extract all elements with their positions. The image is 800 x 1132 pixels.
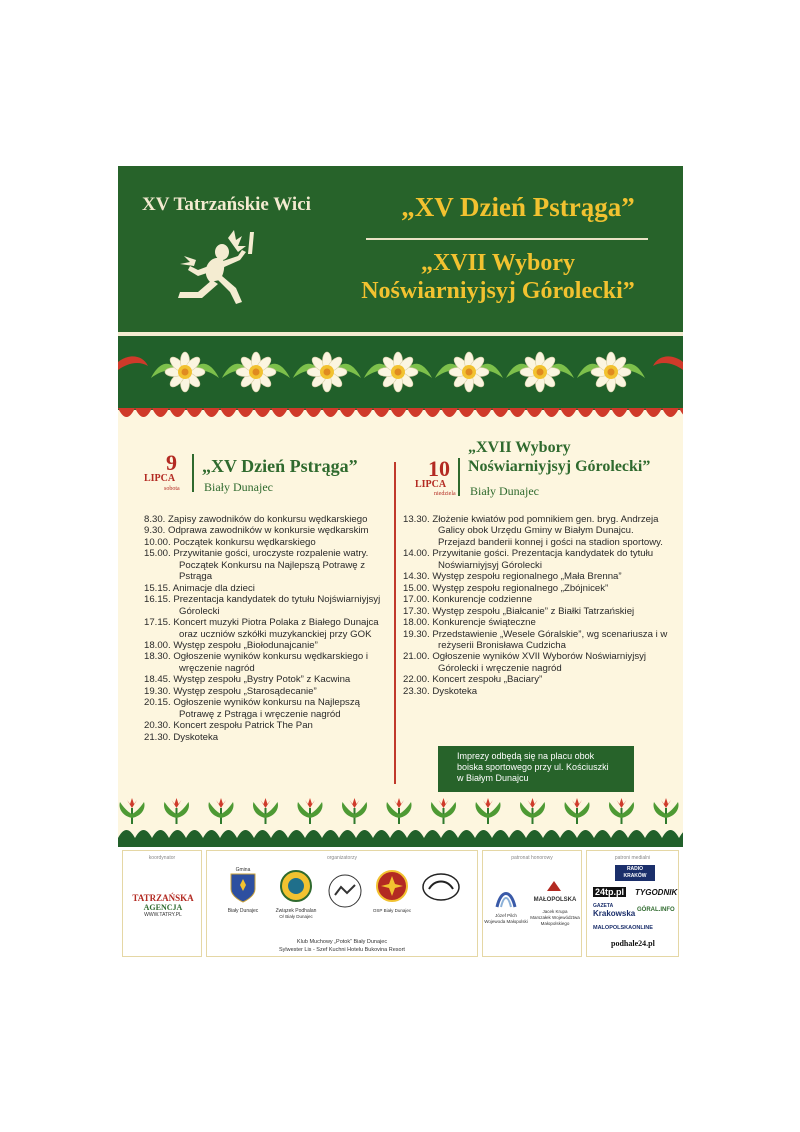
- zwiazek-podhalan-logo: [271, 869, 321, 919]
- day2-date: 10: [428, 456, 450, 481]
- tulip-icon: [253, 798, 278, 824]
- scallop-icon: [492, 408, 509, 417]
- scallop-icon: [152, 830, 169, 838]
- day2-schedule-item: 21.00. Ogłoszenie wyników XVII Wyborów Noświarniyjsyj Górolecki i wręczenie nagród: [403, 651, 647, 674]
- zp-line1: Związek Podhalan: [275, 908, 317, 914]
- scallop-icon: [475, 408, 492, 417]
- tulip-icon: [120, 798, 145, 824]
- scallop-icon: [645, 408, 662, 417]
- edelweiss-flower-icon: [364, 352, 432, 392]
- title-divider: [366, 238, 648, 240]
- scallop-icon: [373, 408, 390, 417]
- scallop-icon: [305, 408, 322, 417]
- scallop-icon: [543, 408, 560, 417]
- day2-place: Biały Dunajec: [470, 484, 539, 498]
- venue-info-box: [438, 746, 634, 792]
- day2-schedule-item: 15.00. Występ zespołu regionalnego „Zbójnicek”: [403, 582, 609, 594]
- tulip-icon: [209, 798, 234, 824]
- scallop-icon: [288, 408, 305, 417]
- gmina-top: Gmina: [235, 867, 251, 873]
- scallop-icon: [220, 408, 237, 417]
- radio-line1: RADIO: [626, 866, 644, 872]
- day2-schedule-item: 14.00. Przywitanie gości. Prezentacja kandydatek do tytułu Noświarniyjsyj Górolecki: [403, 548, 654, 571]
- scallop-icon: [543, 830, 560, 838]
- sponsor-organizers: [206, 850, 478, 957]
- scallop-icon: [118, 830, 135, 838]
- scallop-icon: [390, 408, 407, 417]
- scallop-icon: [186, 408, 203, 417]
- scallop-icon: [339, 408, 356, 417]
- day2-month: LIPCA: [415, 479, 447, 490]
- day1-schedule-item: 18.30. Ogłoszenie wyników konkursu wędkarskiego i wręczenie nagród: [144, 651, 368, 674]
- tulip-icon: [431, 798, 456, 824]
- gazeta-krakowska-logo: [593, 903, 635, 917]
- day1-schedule-item: 19.30. Występ zespołu „Starosądecanie”: [144, 685, 317, 697]
- scallop-icon: [322, 408, 339, 417]
- scallop-border-bottom: [118, 826, 683, 848]
- osp-logo: [367, 869, 417, 913]
- edelweiss-flower-icon: [577, 352, 645, 392]
- wojewoda-logo-icon: [493, 883, 519, 911]
- sponsor-media-patrons: [586, 850, 679, 957]
- scallop-icon: [373, 830, 390, 838]
- agency-logo-url: WWW.TATRY.PL: [144, 912, 182, 918]
- sponsors-strip: [118, 847, 683, 960]
- gmina-name: Biały Dunajec: [227, 908, 259, 914]
- scallop-icon: [322, 830, 339, 838]
- day2-schedule: [403, 514, 673, 697]
- scallop-icon: [645, 830, 662, 838]
- tulip-icon: [565, 798, 590, 824]
- day2-date-divider: [458, 458, 460, 496]
- scallop-icon: [526, 408, 543, 417]
- poster: [118, 166, 683, 960]
- day2-schedule-item: 23.30. Dyskoteka: [403, 685, 478, 697]
- scallop-icon: [390, 830, 407, 838]
- scallop-icon: [662, 830, 679, 838]
- scallop-icon: [441, 408, 458, 417]
- tulip-icon: [298, 798, 323, 824]
- day1-schedule-item: 18.00. Występ zespołu „Biołodunajcanie”: [144, 639, 318, 651]
- coordinator-caption: koordynator: [148, 855, 176, 861]
- column-divider: [394, 462, 396, 784]
- scallop-icon: [152, 408, 169, 417]
- day1-schedule-item: 10.00. Początek konkursu wędkarskiego: [144, 536, 316, 548]
- venue-info-line3: w Białym Dunajcu: [457, 773, 529, 783]
- scallop-icon: [356, 408, 373, 417]
- honorary-person2-line2: Marszałek Województwa: [530, 915, 580, 920]
- main-title: „XV Dzień Pstrąga”: [401, 192, 635, 222]
- tulip-icon: [609, 798, 634, 824]
- edelweiss-flower-icon: [506, 352, 574, 392]
- sub-title-line1: „XVII Wybory: [420, 250, 576, 276]
- tulip-icon: [520, 798, 545, 824]
- osp-emblem-icon: [375, 869, 409, 903]
- scallop-icon: [424, 830, 441, 838]
- scallop-icon: [628, 830, 645, 838]
- organizers-caption: organizatorzy: [326, 855, 357, 861]
- honorary-person1-line2: Wojewoda Małopolski: [484, 919, 528, 924]
- scallop-icon: [203, 830, 220, 838]
- scallop-icon: [560, 408, 577, 417]
- day2-schedule-item: 18.00. Konkurencje świąteczne: [403, 617, 536, 629]
- radio-krakow-logo: [615, 865, 655, 881]
- osp-name: OSP Biały Dunajec: [372, 908, 412, 913]
- scallop-icon: [458, 830, 475, 838]
- honorary-person2-line3: Małopolskiego: [540, 921, 570, 926]
- scallop-icon: [118, 408, 135, 417]
- tp24-logo: 24tp.pl: [595, 887, 625, 897]
- day2-schedule-item: 22.00. Koncert zespołu „Baciary”: [403, 674, 543, 686]
- scallop-icon: [288, 830, 305, 838]
- potok-club-logo-icon: [421, 871, 461, 903]
- scallop-icon: [679, 408, 683, 417]
- sub-title-line2: Noświarniyjsyj Górolecki”: [361, 278, 635, 304]
- podhale24-logo: podhale24.pl: [611, 939, 655, 948]
- zwiazek-podhalan-emblem-icon: [279, 869, 313, 903]
- organizers-footer-line1: Klub Muchowy „Potok” Biały Dunajec: [296, 939, 388, 945]
- day2-schedule-item: 19.30. Przedstawienie „Wesele Góralskie”, wg scenariusza i w reżyserii Bronisława Cudzicha: [403, 628, 668, 651]
- scallop-icon: [560, 830, 577, 838]
- day1-schedule-item: 8.30. Zapisy zawodników do konkursu wędkarskiego: [144, 514, 368, 525]
- gmina-crest-icon: [230, 873, 256, 903]
- scallop-icon: [509, 830, 526, 838]
- agency-logo-line2: AGENCJA: [143, 903, 183, 912]
- day1-schedule-item: 21.30. Dyskoteka: [144, 731, 219, 743]
- day1-weekday: sobota: [164, 486, 180, 492]
- scallop-icon: [577, 408, 594, 417]
- tulip-icon: [654, 798, 679, 824]
- tulip-icon: [342, 798, 367, 824]
- honorary-caption: patronat honorowy: [511, 855, 553, 861]
- scallop-icon: [628, 408, 645, 417]
- day2-title-line1: „XVII Wybory: [468, 439, 571, 456]
- tulip-icon: [476, 798, 501, 824]
- day1-date: 9: [166, 450, 177, 475]
- left-title: XV Tatrzańskie Wici: [142, 194, 311, 215]
- scallop-icon: [441, 830, 458, 838]
- scallop-icon: [203, 408, 220, 417]
- day2-weekday: niedziela: [434, 491, 456, 497]
- scallop-icon: [424, 408, 441, 417]
- scallop-icon: [135, 408, 152, 417]
- scallop-icon: [169, 830, 186, 838]
- scallop-icon: [135, 830, 152, 838]
- zp-line2: O/ Biały Dunajec: [279, 914, 313, 919]
- organizers-footer-line2: Sylwester Lis - Szef Kuchni Hotelu Bukovina Resort: [279, 947, 405, 953]
- scallop-icon: [577, 830, 594, 838]
- scallop-icon: [407, 830, 424, 838]
- scallop-icon: [679, 830, 683, 838]
- sponsor-honorary-patronage: [482, 850, 582, 957]
- goral-info-logo: GÓRAL.INFO: [637, 907, 675, 913]
- radio-line2: KRAKÓW: [623, 873, 647, 879]
- day1-schedule-item: 16.15. Prezentacja kandydatek do tytułu Nojświarniyjsyj Górolecki: [144, 594, 381, 617]
- day1-month: LIPCA: [144, 473, 176, 484]
- malopolska-logo-icon: [545, 879, 563, 893]
- honorary-person1-line1: Józef Pilch: [495, 913, 517, 918]
- tatrzanska-agencja-logo: [131, 893, 195, 918]
- day2-title-line2: Noświarniyjsyj Górolecki”: [468, 458, 651, 475]
- day1-title: „XV Dzień Pstrąga”: [202, 456, 358, 476]
- scallop-icon: [407, 408, 424, 417]
- scallop-icon: [271, 830, 288, 838]
- scallop-icon: [254, 408, 271, 417]
- day1-schedule-item: 20.30. Koncert zespołu Patrick The Pan: [144, 720, 313, 732]
- scallop-icon: [594, 408, 611, 417]
- day2-schedule-item: 17.30. Występ zespołu „Białcanie” z Białki Tatrzańskiej: [403, 605, 635, 617]
- day2-schedule-item: 13.30. Złożenie kwiatów pod pomnikiem gen. bryg. Andrzeja Galicy obok Urzędu Gminy w Białym Dunajcu. Przejazd banderii konnej i gości na stadion sportowy.: [403, 514, 663, 548]
- tulip-ornament-row: [118, 796, 683, 826]
- venue-info-line2: boiska sportowego przy ul. Kościuszki: [457, 762, 609, 772]
- scallop-icon: [254, 830, 271, 838]
- sponsor-coordinator: [122, 850, 202, 957]
- scallop-icon: [611, 408, 628, 417]
- day1-schedule-item: 20.15. Ogłoszenie wyników konkursu na Najlepszą Potrawę z Pstrąga i wręczenie nagród: [144, 697, 360, 720]
- honorary-person2-line1: Jacek Krupa: [542, 909, 568, 914]
- sub-title: [318, 249, 678, 305]
- day1-schedule-item: 15.15. Animacje dla dzieci: [144, 582, 255, 594]
- header-band: [118, 166, 683, 332]
- day1-schedule: [144, 514, 384, 743]
- gmina-logo: [223, 867, 263, 914]
- tulip-icon: [164, 798, 189, 824]
- day1-schedule-item: 9.30. Odprawa zawodników w konkursie wędkarskim: [144, 525, 369, 537]
- scallop-icon: [237, 408, 254, 417]
- scallop-icon: [271, 408, 288, 417]
- day1-place: Biały Dunajec: [204, 480, 273, 494]
- scallop-icon: [186, 830, 203, 838]
- tygodnik-logo: TYGODNIK: [635, 888, 678, 897]
- scallop-icon: [526, 830, 543, 838]
- scallop-icon: [662, 408, 679, 417]
- scallop-icon: [458, 408, 475, 417]
- edelweiss-band: [118, 332, 683, 410]
- tulip-icon: [387, 798, 412, 824]
- day1-schedule-item: 15.00. Przywitanie gości, uroczyste rozpalenie watry. Początek Konkursu na Najlepszą Potrawę z Pstrąga: [144, 548, 369, 583]
- scallop-icon: [492, 830, 509, 838]
- edelweiss-flower-icon: [151, 352, 219, 392]
- day1-schedule-item: 18.45. Występ zespołu „Bystry Potok” z Kacwina: [144, 674, 351, 686]
- scallop-icon: [475, 830, 492, 838]
- edelweiss-flower-icon: [435, 352, 503, 392]
- runner-figure-icon: [176, 230, 266, 310]
- day1-date-divider: [192, 454, 194, 492]
- scallop-icon: [594, 830, 611, 838]
- media-caption: patroni medialni: [614, 855, 651, 861]
- agency-logo-line1: TATRZAŃSKA: [132, 893, 194, 903]
- day2-title: [468, 438, 650, 476]
- scallop-icon: [509, 408, 526, 417]
- scallop-icon: [220, 830, 237, 838]
- malopolska-online-logo: MALOPOLSKAONLINE: [593, 925, 653, 931]
- gazeta-line2: Krakowska: [593, 909, 636, 918]
- gazeta-line1: GAZETA: [593, 903, 614, 909]
- edelweiss-flower-icon: [293, 352, 361, 392]
- scallop-icon: [356, 830, 373, 838]
- malopolska-label: MAŁOPOLSKA: [533, 897, 577, 903]
- day2-schedule-item: 17.00. Konkurencje codzienne: [403, 594, 533, 606]
- edelweiss-flower-icon: [222, 352, 290, 392]
- day2-schedule-item: 14.30. Występ zespołu regionalnego „Mała Brenna”: [403, 571, 622, 583]
- anglers-circle-logo-icon: [327, 873, 363, 909]
- venue-info-line1: Imprezy odbędą się na placu obok: [457, 751, 595, 761]
- scallop-icon: [237, 830, 254, 838]
- scallop-icon: [305, 830, 322, 838]
- scallop-border-top: [118, 402, 683, 426]
- scallop-icon: [169, 408, 186, 417]
- scallop-icon: [611, 830, 628, 838]
- scallop-icon: [339, 830, 356, 838]
- day1-schedule-item: 17.15. Koncert muzyki Piotra Polaka z Białego Dunajca oraz uczniów szkółki muzykanckiej przy GOK: [144, 617, 379, 640]
